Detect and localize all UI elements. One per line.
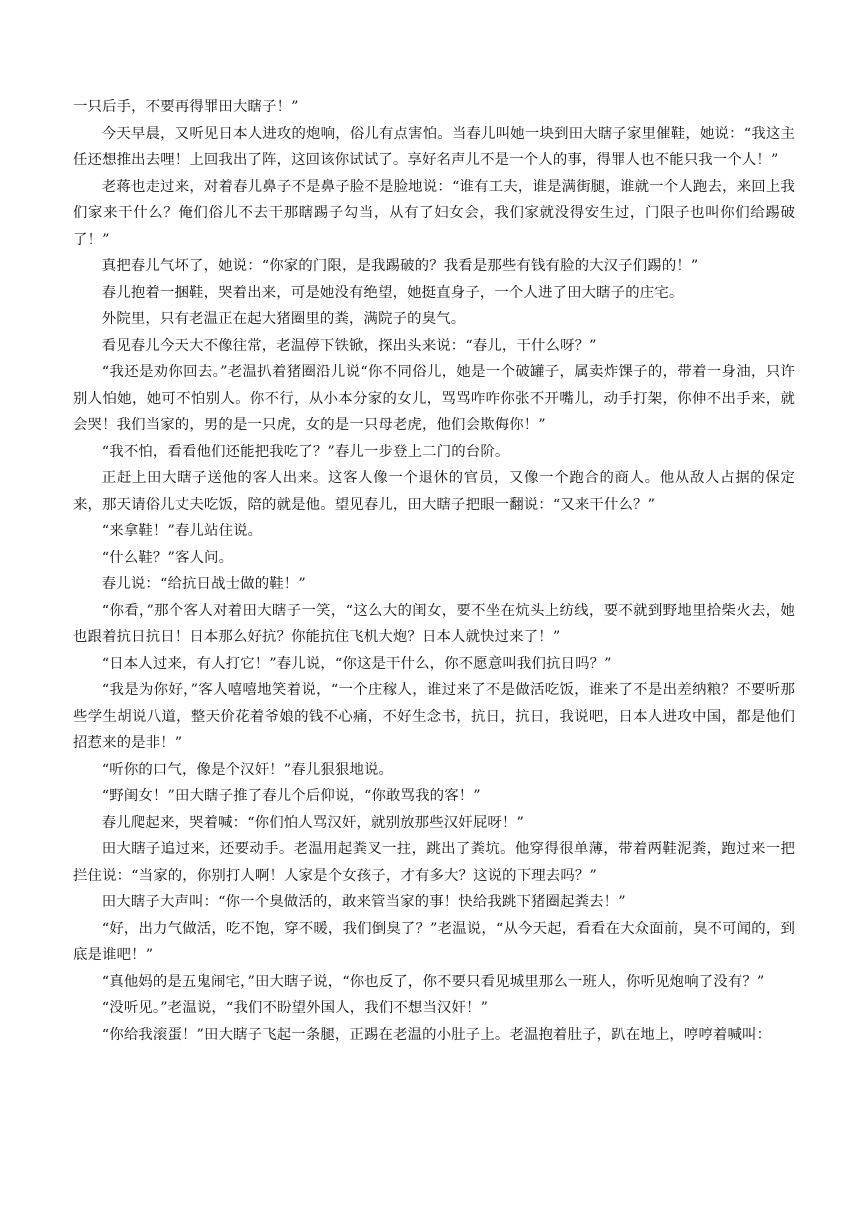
paragraph-1: 一只后手，不要再得罪田大瞎子！” [73, 99, 299, 115]
paragraph-3: 老蒋也走过来，对着春儿鼻子不是鼻子脸不是脸地说：“谁有工夫，谁是满街腿，谁就一个人跑去，来回上我们家来干什么？俺们俗儿不去干那瞎踢子勾当，从有了妇女会，我们家就没得安生过，门限子也叫你们给踢破了！” [73, 178, 795, 248]
paragraph-24: “没听见。”老温说，“我们不盼望外国人，我们不想当汉奸！” [101, 1000, 489, 1016]
paragraph-19: 春儿爬起来，哭着喊：“你们怕人骂汉奸，就别放那些汉奸屁呀！” [101, 814, 524, 831]
paragraph-5: 春儿抱着一捆鞋，哭着出来，可是她没有绝望，她挺直身子，一个人进了田大瞎子的庄宅。 [101, 284, 684, 301]
paragraph-12: “什么鞋？”客人问。 [101, 549, 234, 566]
paragraph-8: “我还是劝你回去。”老温扒着猪圈沿儿说“你不同俗儿，她是一个破罐子，属卖炸馃子的，带着一身油，只许别人怕她，她可不怕别人。你不行，从小本分家的女儿，骂骂咋咋你张不开嘴儿，动手打架，你伸不出手来，就会哭！我们当家的，男的是一只虎，女的是一只母老虎，他们会欺侮你！” [73, 364, 795, 433]
paragraph-13: 春儿说：“给抗日战士做的鞋！” [101, 576, 306, 592]
paragraph-7: 看见春儿今天大不像往常，老温停下铁锨，探出头来说：“春儿，干什么呀？” [101, 337, 597, 354]
paragraph-11: “来拿鞋！”春儿站住说。 [101, 523, 263, 539]
paragraph-15: “日本人过来，有人打它！”春儿说，“你这是干什么，你不愿意叫我们抗日吗？” [101, 655, 612, 672]
paragraph-20: 田大瞎子追过来，还要动手。老温用起粪叉一拄，跳出了粪坑。他穿得很单薄，带着两鞋泥粪，跑过来一把拦住说：“当家的，你别打人啊！人家是个女孩子，才有多大？这说的下理去吗？” [73, 841, 795, 884]
paragraph-9: “我不怕，看看他们还能把我吃了？”春儿一步登上二门的台阶。 [101, 443, 510, 460]
paragraph-23: “真他妈的是五鬼闹宅，”田大瞎子说，“你也反了，你不要只看见城里那么一班人，你听见炮响了没有？” [101, 973, 765, 990]
paragraph-10: 正赶上田大瞎子送他的客人出来。这客人像一个退休的官员，又像一个跑合的商人。他从敌人占据的保定来，那天请俗儿丈夫吃饭，陪的就是他。望见春儿，田大瞎子把眼一翻说：“又来干什么？” [73, 470, 795, 513]
paragraph-4: 真把春儿气坏了，她说：“你家的门限，是我踢破的？我看是那些有钱有脸的大汉子们踢的！” [101, 258, 699, 274]
paragraph-2: 今天早晨，又听见日本人进攻的炮响，俗儿有点害怕。当春儿叫她一块到田大瞎子家里催鞋，她说：“我这主任还想推出去哩！上回我出了阵，这回该你试试了。享好名声儿不是一个人的事，得罪人也不能只我一个人！” [73, 125, 795, 168]
paragraph-6: 外院里，只有老温正在起大猪圈里的粪，满院子的臭气。 [101, 311, 466, 327]
paragraph-16: “我是为你好，”客人嘻嘻地笑着说，“一个庄稼人，谁过来了不是做活吃饭，谁来了不是出差纳粮？不要听那些学生胡说八道，整天价花着爷娘的钱不心痛，不好生念书，抗日，抗日，我说吧，日本人进攻中国，都是他们招惹来的是非！” [73, 682, 795, 751]
paragraph-18: “野闺女！”田大瞎子推了春儿个后仰说，“你敢骂我的客！” [101, 788, 481, 804]
paragraph-14: “你看，”那个客人对着田大瞎子一笑，“这么大的闺女，要不坐在炕头上纺线，要不就到野地里拾柴火去，她也跟着抗日抗日！日本那么好抗？你能抗住飞机大炮？日本人就快过来了！” [73, 602, 795, 645]
paragraph-25: “你给我滚蛋！”田大瞎子飞起一条腿，正踢在老温的小肚子上。老温抱着肚子，趴在地上，哼哼着喊叫： [101, 1026, 772, 1043]
paragraph-21: 田大瞎子大声叫：“你一个臭做活的，敢来管当家的事！快给我跳下猪圈起粪去！” [101, 894, 626, 910]
paragraph-22: “好，出力气做活，吃不饱，穿不暖，我们倒臭了？”老温说，“从今天起，看看在大众面前，臭不可闻的，到底是谁吧！” [73, 920, 795, 963]
document-page [73, 94, 795, 1048]
paragraph-17: “听你的口气，像是个汉奸！”春儿狠狠地说。 [101, 761, 394, 778]
